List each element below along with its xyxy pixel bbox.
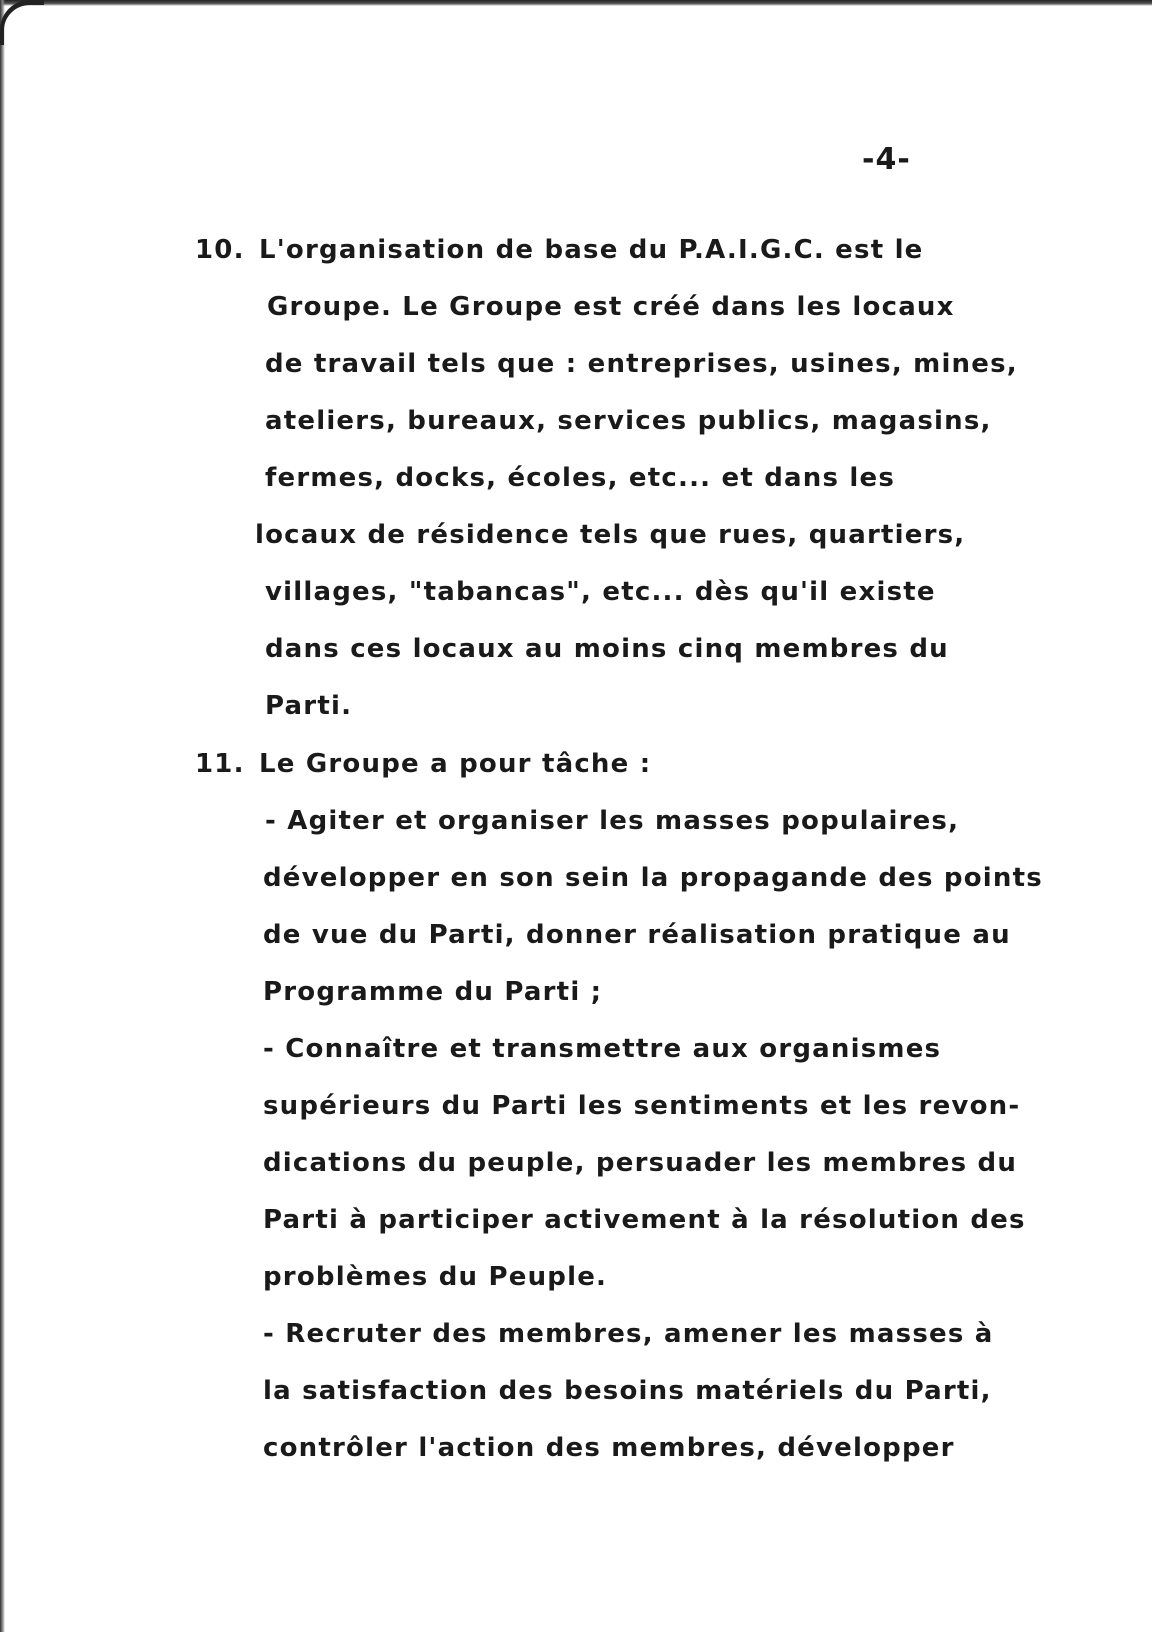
paragraph-line xyxy=(195,1420,1085,1477)
paragraph-line xyxy=(195,1021,1085,1078)
paragraph-line xyxy=(195,850,1085,907)
line-text: Parti à participer activement à la résolution des xyxy=(263,1205,1026,1235)
paragraph-line xyxy=(195,279,1085,336)
paragraph-line xyxy=(195,336,1085,393)
page-number: -4- xyxy=(862,142,911,177)
section-11 xyxy=(195,736,1085,1477)
paragraph-line xyxy=(195,907,1085,964)
line-text: développer en son sein la propagande des points xyxy=(263,863,1043,893)
paragraph-line xyxy=(195,450,1085,507)
line-text: - Agiter et organiser les masses populaires, xyxy=(265,806,960,836)
line-text: locaux de résidence tels que rues, quartiers, xyxy=(255,520,966,550)
paragraph-line xyxy=(195,736,1085,793)
paragraph-line xyxy=(195,621,1085,678)
paragraph-line xyxy=(195,678,1085,735)
left-edge-scan-mark xyxy=(0,0,5,1632)
corner-scan-mark xyxy=(0,0,44,45)
paragraph-line xyxy=(195,1249,1085,1306)
line-text: de travail tels que : entreprises, usines, mines, xyxy=(265,349,1018,379)
paragraph-line xyxy=(195,1135,1085,1192)
line-text: supérieurs du Parti les sentiments et les revon- xyxy=(263,1091,1021,1121)
paragraph-line xyxy=(195,1078,1085,1135)
line-text: Parti. xyxy=(265,691,353,721)
section-number: 10. xyxy=(195,235,245,265)
line-text: Le Groupe a pour tâche : xyxy=(259,749,652,779)
line-text: la satisfaction des besoins matériels du Parti, xyxy=(263,1376,992,1406)
line-text: - Recruter des membres, amener les masses à xyxy=(263,1319,994,1349)
paragraph-line xyxy=(195,393,1085,450)
paragraph-line xyxy=(195,964,1085,1021)
paragraph-line xyxy=(195,507,1085,564)
line-text: villages, "tabancas", etc... dès qu'il existe xyxy=(265,577,936,607)
paragraph-line xyxy=(195,1306,1085,1363)
line-text: dans ces locaux au moins cinq membres du xyxy=(265,634,949,664)
paragraph-line xyxy=(195,564,1085,621)
section-number: 11. xyxy=(195,749,245,779)
paragraph-line xyxy=(195,793,1085,850)
line-text: ateliers, bureaux, services publics, magasins, xyxy=(265,406,992,436)
line-text: - Connaître et transmettre aux organismes xyxy=(263,1034,942,1064)
line-text: problèmes du Peuple. xyxy=(263,1262,608,1292)
paragraph-line xyxy=(195,1363,1085,1420)
line-text: Groupe. Le Groupe est créé dans les locaux xyxy=(267,292,955,322)
line-text: Programme du Parti ; xyxy=(263,977,603,1007)
line-text: de vue du Parti, donner réalisation pratique au xyxy=(263,920,1011,950)
line-text: contrôler l'action des membres, développer xyxy=(263,1433,955,1463)
top-edge-scan-mark xyxy=(0,0,1152,6)
paragraph-line xyxy=(195,222,1085,279)
section-10 xyxy=(195,222,1085,735)
line-text: dications du peuple, persuader les membres du xyxy=(263,1148,1018,1178)
line-text: fermes, docks, écoles, etc... et dans les xyxy=(265,463,896,493)
paragraph-line xyxy=(195,1192,1085,1249)
line-text: L'organisation de base du P.A.I.G.C. est le xyxy=(259,235,924,265)
